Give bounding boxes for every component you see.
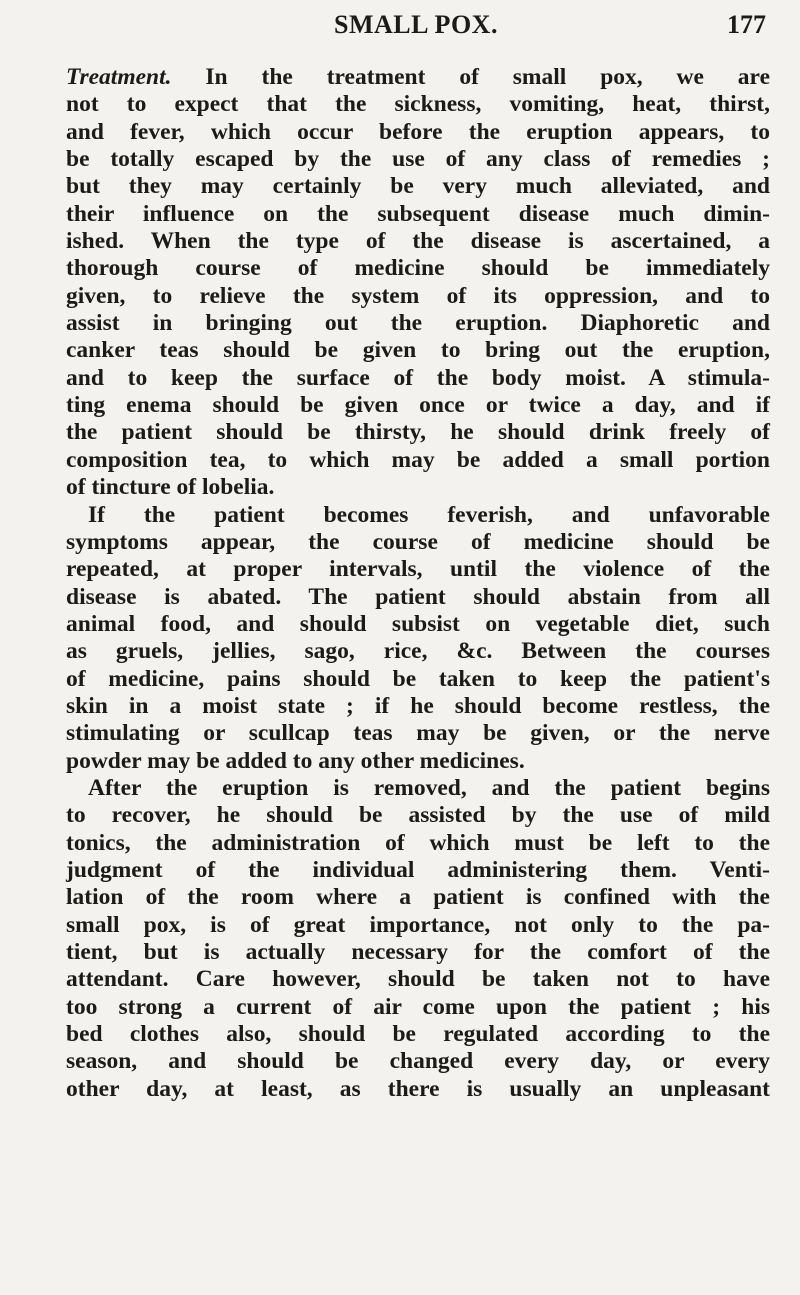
text-line: repeated, at proper intervals, until the violence of the	[66, 556, 770, 583]
text-line: other day, at least, as there is usually an unpleasant	[66, 1075, 770, 1102]
text-line: not to expect that the sickness, vomiting, heat, thirst,	[66, 91, 770, 118]
text-line: ished. When the type of the disease is ascertained, a	[66, 228, 770, 255]
text-line: too strong a current of air come upon the patient ; his	[66, 993, 770, 1020]
text-line: powder may be added to any other medicines.	[66, 747, 525, 774]
text-line: bed clothes also, should be regulated according to the	[66, 1021, 770, 1048]
body-text	[66, 64, 770, 1103]
text-line: canker teas should be given to bring out the eruption,	[66, 337, 770, 364]
running-head	[66, 10, 766, 50]
text-line: be totally escaped by the use of any class of remedies ;	[66, 146, 770, 173]
text-line: ting enema should be given once or twice a day, and if	[66, 392, 770, 419]
text-line: tonics, the administration of which must be left to the	[66, 829, 770, 856]
text-line: If the patient becomes feverish, and unfavorable	[88, 501, 770, 528]
text-line: symptoms appear, the course of medicine should be	[66, 528, 770, 555]
page-number: 177	[727, 10, 766, 39]
text-line: lation of the room where a patient is confined with the	[66, 884, 770, 911]
text-line: small pox, is of great importance, not only to the pa-	[66, 911, 770, 938]
text-line: but they may certainly be very much alleviated, and	[66, 173, 770, 200]
text-line: and to keep the surface of the body moist. A stimula-	[66, 364, 770, 391]
text-line: animal food, and should subsist on vegetable diet, such	[66, 610, 770, 637]
text-line: to recover, he should be assisted by the use of mild	[66, 802, 770, 829]
text-line: as gruels, jellies, sago, rice, &c. Between the courses	[66, 638, 770, 665]
text-line: their influence on the subsequent disease much dimin-	[66, 200, 770, 227]
text-line: of tincture of lobelia.	[66, 474, 275, 501]
running-title: SMALL POX.	[334, 10, 498, 39]
text-line: stimulating or scullcap teas may be given, or the nerve	[66, 720, 770, 747]
section-heading: Treatment.	[66, 64, 172, 90]
text-line: composition tea, to which may be added a small portion	[66, 446, 770, 473]
text-line: skin in a moist state ; if he should become restless, the	[66, 692, 770, 719]
text-line-content: In the treatment of small pox, we are	[171, 64, 770, 90]
text-line: thorough course of medicine should be immediately	[66, 255, 770, 282]
text-line: assist in bringing out the eruption. Diaphoretic and	[66, 310, 770, 337]
text-line: attendant. Care however, should be taken not to have	[66, 966, 770, 993]
text-line: and fever, which occur before the eruption appears, to	[66, 118, 770, 145]
text-line: After the eruption is removed, and the patient begins	[88, 774, 770, 801]
text-line: the patient should be thirsty, he should drink freely of	[66, 419, 770, 446]
text-line: season, and should be changed every day, or every	[66, 1048, 770, 1075]
text-line: of medicine, pains should be taken to keep the patient's	[66, 665, 770, 692]
text-line	[66, 64, 770, 91]
text-line: tient, but is actually necessary for the comfort of the	[66, 939, 770, 965]
text-line: disease is abated. The patient should abstain from all	[66, 583, 770, 610]
text-line: judgment of the individual administering them. Venti-	[66, 856, 770, 883]
text-line: given, to relieve the system of its oppression, and to	[66, 282, 770, 309]
